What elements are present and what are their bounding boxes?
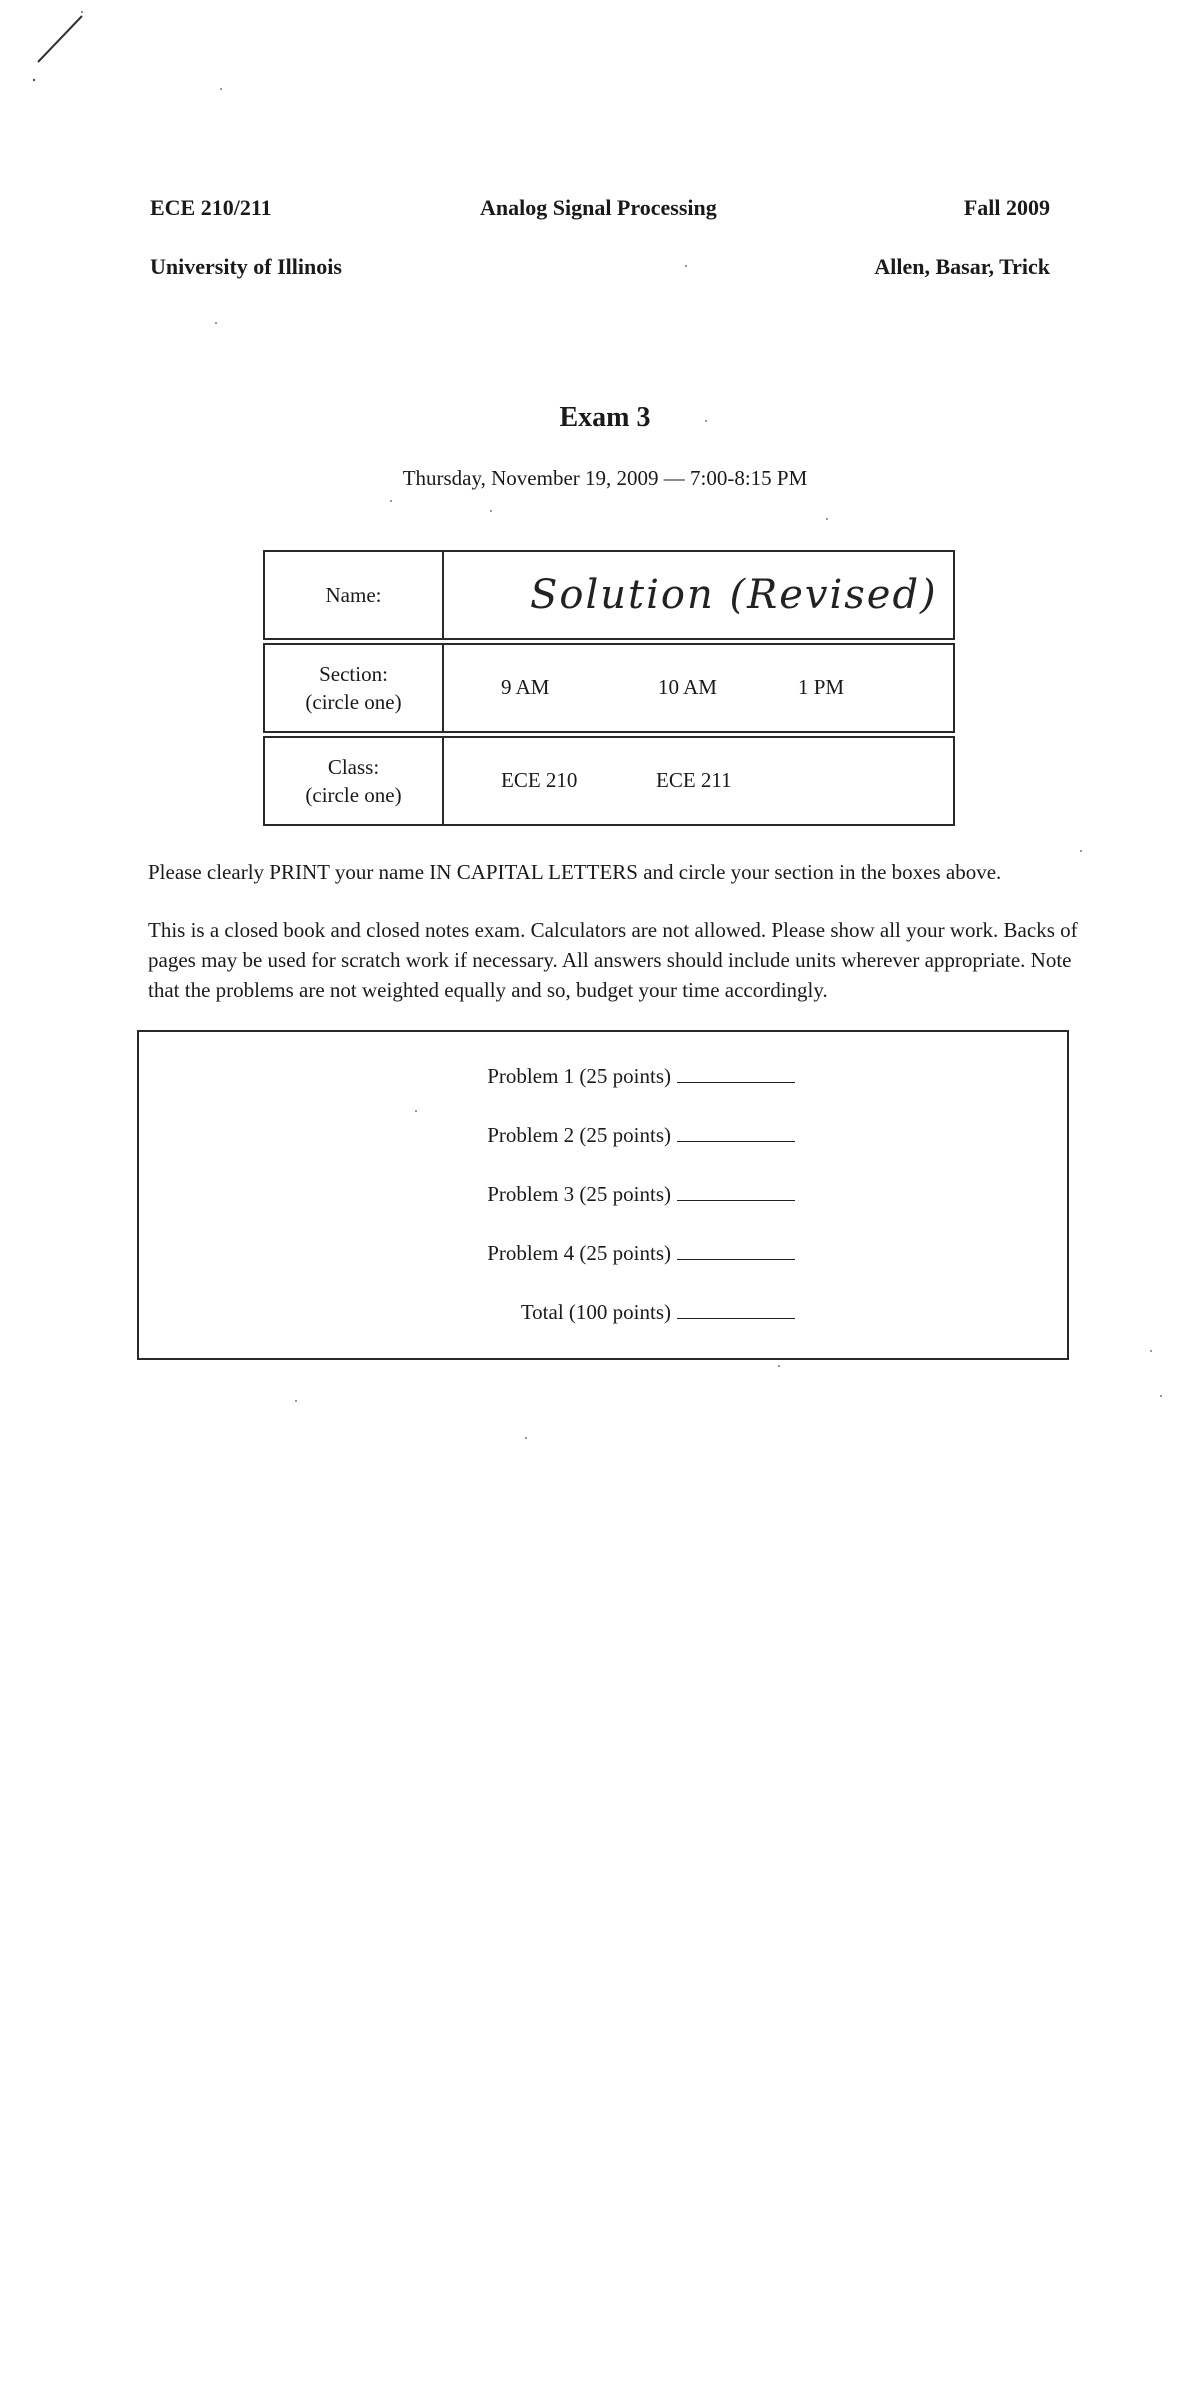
exam-datetime: Thursday, November 19, 2009 — 7:00-8:15 PM <box>402 466 808 490</box>
section-label: Section: <box>319 662 388 686</box>
exam-rules: This is a closed book and closed notes exam. Calculators are not allowed. Please show all your work. Backs of pages may be used for scratch work if necessary. All answers should include units wherever appropriate. Note that the problems are not weighted equally and so, budget your time accordingly. <box>148 918 1078 1002</box>
section-label-cell <box>265 645 444 731</box>
term: Fall 2009 <box>963 195 1050 220</box>
section-option-10am[interactable]: 10 AM <box>658 675 717 699</box>
score-line-problem-3 <box>487 1182 795 1207</box>
class-option-ece210[interactable]: ECE 210 <box>501 768 578 792</box>
section-row <box>263 643 955 733</box>
university: University of Illinois <box>150 254 342 279</box>
score-blank[interactable] <box>677 1182 795 1201</box>
score-blank[interactable] <box>677 1241 795 1260</box>
name-label-cell <box>265 552 444 638</box>
course-subject: Analog Signal Processing <box>480 195 717 220</box>
class-label-cell <box>265 738 444 824</box>
score-blank[interactable] <box>677 1300 795 1319</box>
pen-stroke-mark <box>30 10 90 85</box>
name-label: Name: <box>325 583 382 607</box>
score-line-problem-2 <box>487 1123 795 1148</box>
print-instructions: Please clearly PRINT your name IN CAPITAL LETTERS and circle your section in the boxes above. <box>148 860 1002 884</box>
name-field[interactable]: Solution (Revised) <box>530 572 938 618</box>
instructors: Allen, Basar, Trick <box>874 254 1050 279</box>
score-line-problem-1 <box>487 1064 795 1089</box>
exam-title: Exam 3 <box>559 402 651 433</box>
class-row <box>263 736 955 826</box>
score-blank[interactable] <box>677 1064 795 1083</box>
class-option-ece211[interactable]: ECE 211 <box>656 768 732 792</box>
section-option-1pm[interactable]: 1 PM <box>798 675 845 699</box>
score-blank[interactable] <box>677 1123 795 1142</box>
class-label: Class: <box>327 755 380 779</box>
name-row <box>263 550 955 640</box>
score-line-problem-4 <box>487 1241 795 1266</box>
class-hint: (circle one) <box>305 783 402 807</box>
score-label: Problem 3 (25 points) <box>487 1182 671 1206</box>
score-box <box>137 1030 1069 1360</box>
score-label: Problem 4 (25 points) <box>487 1241 671 1265</box>
score-line-total <box>521 1300 795 1325</box>
score-label: Problem 1 (25 points) <box>487 1064 671 1088</box>
score-label: Problem 2 (25 points) <box>487 1123 671 1147</box>
course-code: ECE 210/211 <box>150 195 272 220</box>
section-hint: (circle one) <box>305 690 402 714</box>
section-option-9am[interactable]: 9 AM <box>501 675 550 699</box>
score-label: Total (100 points) <box>520 1300 671 1324</box>
